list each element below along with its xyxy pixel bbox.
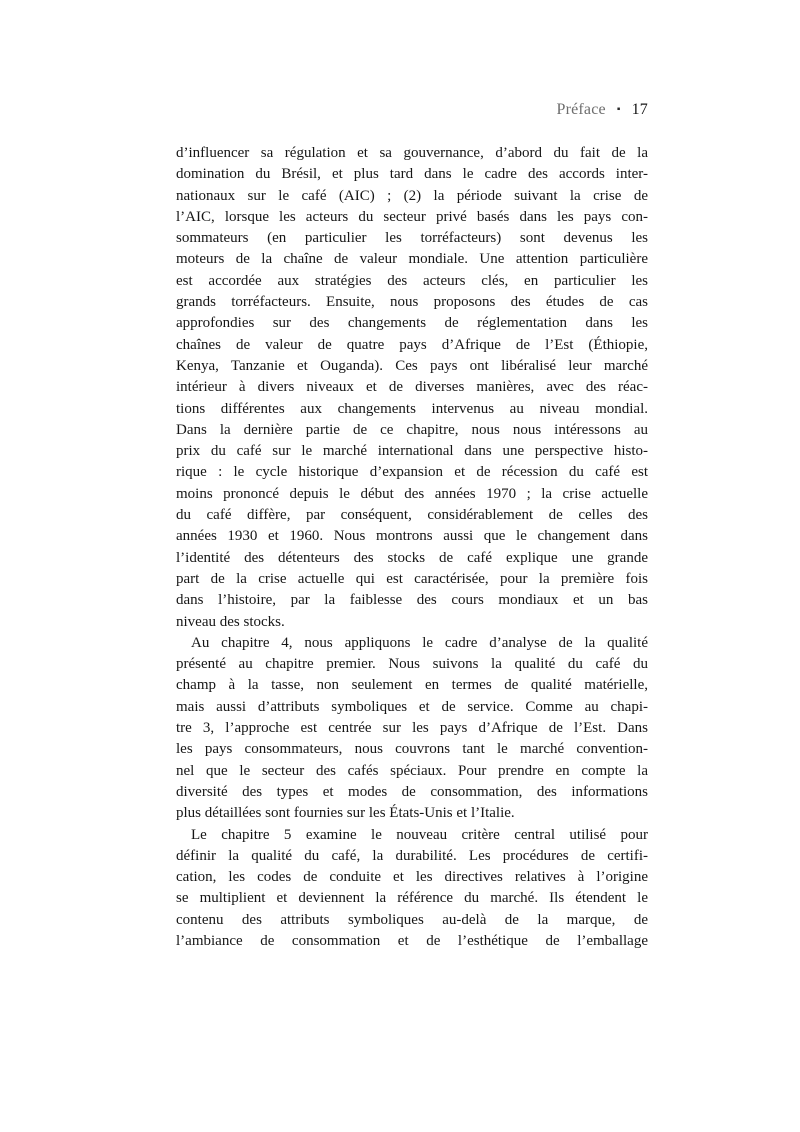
text-line: Le chapitre 5 examine le nouveau critère central utilisé pour xyxy=(191,826,648,843)
text-line: Au chapitre 4, nous appliquons le cadre d’analyse de la qualité xyxy=(191,634,648,651)
text-line: niveau des stocks. xyxy=(176,613,285,630)
paragraph xyxy=(176,633,648,825)
text-line: part de la crise actuelle qui est caractérisée, pour la première fois xyxy=(176,570,648,587)
text-line: tre 3, l’approche est centrée sur les pays d’Afrique de l’Est. Dans xyxy=(176,720,648,737)
paragraph xyxy=(176,143,648,633)
running-header xyxy=(176,101,648,121)
text-line: se multiplient et deviennent la référence du marché. Ils étendent le xyxy=(176,890,648,907)
text-line: intérieur à divers niveaux et de diverses manières, avec des réac- xyxy=(176,379,648,396)
separator-bullet-icon: ▪ xyxy=(616,104,621,115)
text-line: moins prononcé depuis le début des années 1970 ; la crise actuelle xyxy=(176,485,648,502)
text-line: Dans la dernière partie de ce chapitre, nous nous intéressons au xyxy=(176,421,648,438)
text-line: nel que le secteur des cafés spéciaux. Pour prendre en compte la xyxy=(176,762,648,779)
paragraph xyxy=(176,825,648,953)
text-line: cation, les codes de conduite et les directives relatives à l’origine xyxy=(176,869,648,886)
text-line: dans l’histoire, par la faiblesse des cours mondiaux et un bas xyxy=(176,592,648,609)
text-line: contenu des attributs symboliques au-delà de la marque, de xyxy=(176,911,648,928)
text-line: grands torréfacteurs. Ensuite, nous proposons des études de cas xyxy=(176,294,648,311)
text-line: moteurs de la chaîne de valeur mondiale. Une attention particulière xyxy=(176,251,648,268)
text-line: définir la qualité du café, la durabilité. Les procédures de certifi- xyxy=(176,847,648,864)
text-line: l’identité des détenteurs des stocks de café explique une grande xyxy=(176,549,648,566)
page-content xyxy=(176,0,648,952)
text-line: approfondies sur des changements de réglementation dans les xyxy=(176,315,648,332)
text-line: chaînes de valeur de quatre pays d’Afrique de l’Est (Éthiopie, xyxy=(176,336,648,353)
text-line: tions différentes aux changements intervenus au niveau mondial. xyxy=(176,400,648,417)
text-line: l’AIC, lorsque les acteurs du secteur privé basés dans les pays con- xyxy=(176,208,648,225)
text-line: Kenya, Tanzanie et Ouganda). Ces pays ont libéralisé leur marché xyxy=(176,357,648,374)
text-line: l’ambiance de consommation et de l’esthétique de l’emballage xyxy=(176,932,648,949)
text-line: diversité des types et modes de consommation, des informations xyxy=(176,783,648,800)
text-line: est accordée aux stratégies des acteurs clés, en particulier les xyxy=(176,272,648,289)
text-line: mais aussi d’attributs symboliques et de service. Comme au chapi- xyxy=(176,698,648,715)
text-line: du café diffère, par conséquent, considérablement de celles des xyxy=(176,507,648,524)
text-block xyxy=(176,143,648,952)
text-line: prix du café sur le marché international dans une perspective histo- xyxy=(176,443,648,460)
text-line: présenté au chapitre premier. Nous suivons la qualité du café du xyxy=(176,656,648,673)
text-line: sommateurs (en particulier les torréfacteurs) sont devenus les xyxy=(176,230,648,247)
text-line: champ à la tasse, non seulement en termes de qualité matérielle, xyxy=(176,677,648,694)
text-line: années 1930 et 1960. Nous montrons aussi que le changement dans xyxy=(176,528,648,545)
text-line: d’influencer sa régulation et sa gouvernance, d’abord du fait de la xyxy=(176,145,648,161)
running-title: Préface xyxy=(556,101,606,118)
text-line: plus détaillées sont fournies sur les États-Unis et l’Italie. xyxy=(176,805,515,822)
text-line: nationaux sur le café (AIC) ; (2) la période suivant la crise de xyxy=(176,187,648,204)
text-line: les pays consommateurs, nous couvrons tant le marché convention- xyxy=(176,741,648,758)
page-number: 17 xyxy=(631,101,648,118)
text-line: domination du Brésil, et plus tard dans le cadre des accords inter- xyxy=(176,166,648,183)
text-line: rique : le cycle historique d’expansion et de récession du café est xyxy=(176,464,648,481)
